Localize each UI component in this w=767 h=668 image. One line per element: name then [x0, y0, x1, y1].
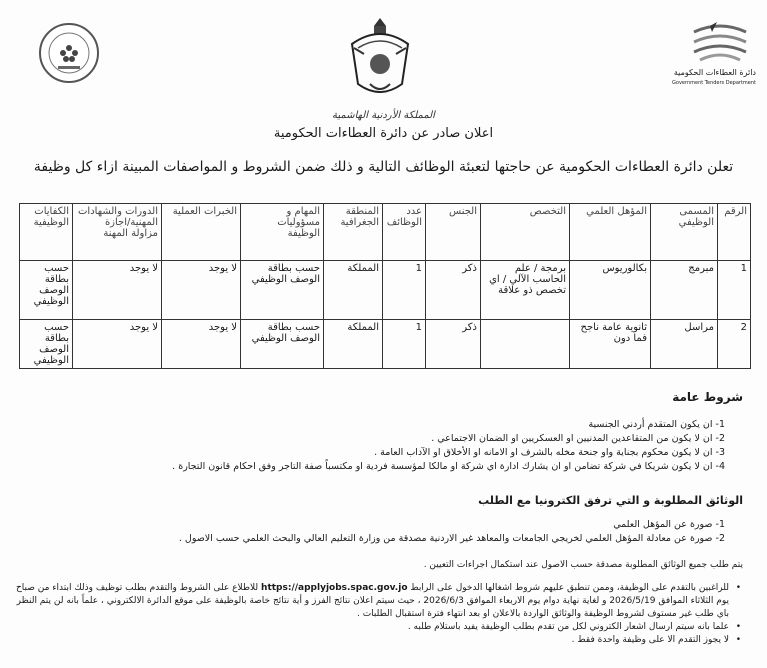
- table-cell: ثانوية عامة ناجح فما دون: [570, 320, 651, 369]
- instructions-list: [9, 582, 743, 647]
- table-cell: 1: [383, 261, 426, 320]
- list-item: 2- ان لا يكون من المتقاعدين المدنيين او العسكريين او الضمان الاجتماعي .: [431, 433, 725, 444]
- col-header: المؤهل العلمي: [570, 204, 651, 261]
- documents-list: [5, 518, 743, 546]
- list-item: 4- ان لا يكون شريكا في شركة تضامن او ان يشارك ادارة اي شركة او مالكا لمؤسسة فردية او مكتسباً صفة التاجر وفق احكام قانون التجارة .: [172, 461, 725, 472]
- globe-logo-icon: [690, 18, 750, 66]
- table-cell: بكالوريوس: [570, 261, 651, 320]
- table-cell: حسب بطاقة الوصف الوظيفي: [20, 320, 73, 369]
- table-header-row: [20, 204, 751, 261]
- table-cell: مراسل: [651, 320, 718, 369]
- general-conditions-list: [5, 418, 743, 474]
- list-item: 1- صورة عن المؤهل العلمي: [613, 519, 725, 530]
- table-cell: المملكة: [324, 261, 383, 320]
- col-header: التخصص: [481, 204, 570, 261]
- table-cell: 1: [383, 320, 426, 369]
- col-header: الرقم: [718, 204, 751, 261]
- documents-heading: الوثائق المطلوبة و التي ترفق الكترونيا مع الطلب: [478, 494, 743, 507]
- instruction-text: للراغبين بالتقدم على الوظيفة، وممن تنطبق عليهم شروط اشغالها الدخول على الرابط: [410, 583, 729, 593]
- list-item: [9, 582, 729, 621]
- col-header: المهام و مسؤوليات الوظيفة: [241, 204, 324, 261]
- list-item: • لا يجوز التقدم الا على وظيفة واحدة فقط .: [9, 634, 729, 647]
- table-cell: برمجة / علم الحاسب الآلي / اي تخصص ذو علاقة: [481, 261, 570, 320]
- table-row: [20, 261, 751, 320]
- table-cell: 2: [718, 320, 751, 369]
- list-item: • علما بانه سيتم ارسال اشعار الكتروني لكل من تقدم بطلب الوظيفة يفيد باستلام طلبه .: [9, 621, 729, 634]
- coat-of-arms-icon: [344, 14, 416, 106]
- table-cell: المملكة: [324, 320, 383, 369]
- col-header: الكفايات الوظيفية: [20, 204, 73, 261]
- table-cell: مبرمج: [651, 261, 718, 320]
- col-header: عدد الوظائف: [383, 204, 426, 261]
- list-item: 1- ان يكون المتقدم أردني الجنسية: [588, 419, 725, 430]
- general-conditions-heading: شروط عامة: [672, 390, 743, 404]
- table-cell: لا يوجد: [73, 261, 162, 320]
- calligraphy-header: المملكة الأردنية الهاشمية: [332, 110, 435, 121]
- jobs-table: [19, 203, 751, 369]
- table-row: [20, 320, 751, 369]
- table-cell: لا يوجد: [73, 320, 162, 369]
- col-header: الدورات والشهادات المهنية/اجازة مزاولة المهنة: [73, 204, 162, 261]
- list-item: 2- صورة عن معادلة المؤهل العلمي لخريجي الجامعات والمعاهد غير الاردنية مصدقة من وزارة التعليم العالي والبحث العلمي حسب الاصول .: [178, 533, 725, 544]
- announcement-title: اعلان صادر عن دائرة العطاءات الحكومية: [273, 126, 494, 141]
- department-logo: [660, 18, 760, 98]
- col-header: الخبرات العملية: [162, 204, 241, 261]
- department-name-en: Government Tenders Department: [672, 80, 756, 86]
- table-cell: 1: [718, 261, 751, 320]
- apply-link[interactable]: https://applyjobs.spac.gov.jo: [261, 583, 408, 593]
- table-cell: حسب بطاقة الوصف الوظيفي: [241, 320, 324, 369]
- col-header: المسمى الوظيفي: [651, 204, 718, 261]
- table-cell: حسب بطاقة الوصف الوظيفي: [241, 261, 324, 320]
- seal-logo-icon: [38, 22, 100, 84]
- table-cell: ذكر: [426, 320, 481, 369]
- col-header: الجنس: [426, 204, 481, 261]
- col-header: المنطقة الجغرافية: [324, 204, 383, 261]
- table-cell: ذكر: [426, 261, 481, 320]
- table-cell: [481, 320, 570, 369]
- table-cell: حسب بطاقة الوصف الوظيفي: [20, 261, 73, 320]
- announcement-subtitle: تعلن دائرة العطاءات الحكومية عن حاجتها لتعبئة الوظائف التالية و ذلك ضمن الشروط و المواصفات المبينة ازاء كل وظيفة: [33, 159, 734, 175]
- instruction-text: للاطلاع على الشروط والتقدم بطلب توظيف وذلك ابتداء من صباح يوم الثلاثاء الموافق 2026/5/19 و لغاية نهاية دوام يوم الاربعاء الموافق 2026/6/3 ، حيث سيتم اعلان نتائج الفرز و أية نتائج خاصة بالوظيفة على موقع الدائرة الالكتروني ، علماً بانه لن يتم النظر باي طلب غير مستوف لشروط الوظيفة والوثائق الواردة بالاعلان او بعد انتهاء فترة استقبال الطلبات .: [16, 583, 729, 619]
- list-item: 3- ان لا يكون محكوم بجناية واو جنحة مخله بالشرف او الامانه او الأخلاق او الآداب العامة .: [374, 447, 725, 458]
- department-name-ar: دائرة العطاءات الحكومية: [673, 68, 756, 77]
- documents-note: يتم طلب جميع الوثائق المطلوبة مصدقة حسب الاصول عند استكمال اجراءات التعيين .: [423, 560, 743, 570]
- table-cell: لا يوجد: [162, 320, 241, 369]
- table-cell: لا يوجد: [162, 261, 241, 320]
